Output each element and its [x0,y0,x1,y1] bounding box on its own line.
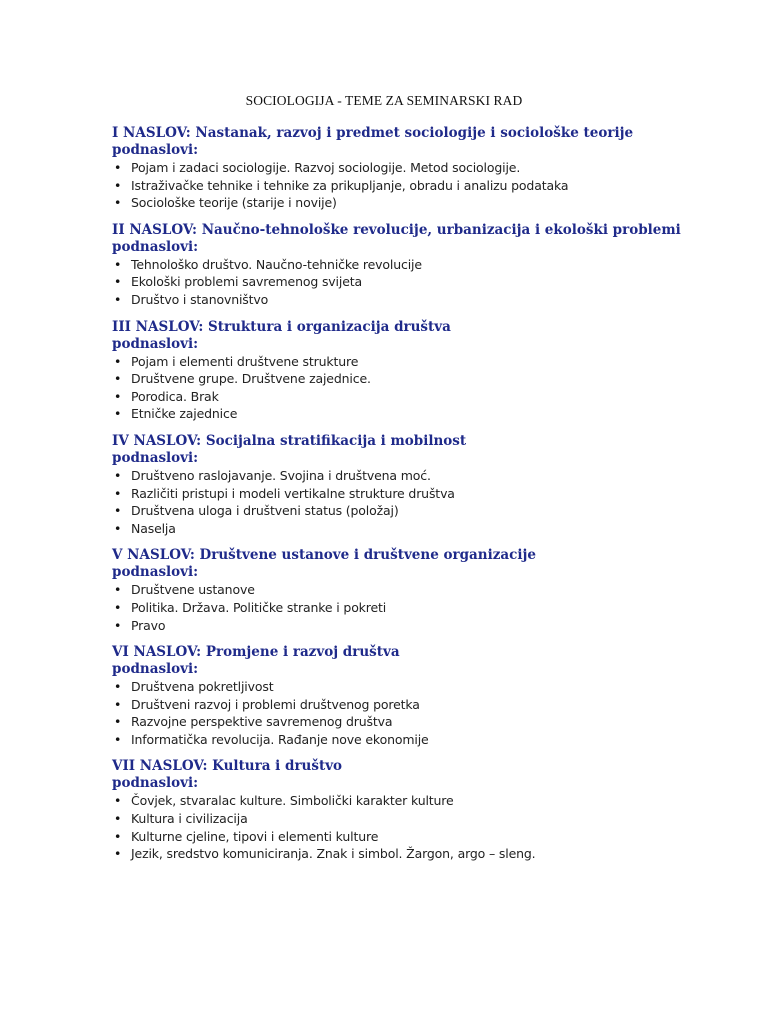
list-item-text: Razvojne perspektive savremenog društva [131,714,393,730]
document-title: SOCIOLOGIJA - TEME ZA SEMINARSKI RAD [245,93,523,108]
list-item [112,520,752,538]
list-item [112,177,752,195]
bullet-icon: • [114,679,122,695]
section-7 [112,758,752,862]
section-heading: VII NASLOV: Kultura i društvo [112,758,343,775]
list-item-text: Porodica. Brak [131,388,219,404]
bullet-icon: • [114,599,122,615]
list-item-text: Politika. Država. Političke stranke i pokreti [131,599,387,615]
section-subheading: podnaslovi: [112,775,199,792]
list-item-text: Tehnološko društvo. Naučno-tehničke revolucije [131,256,422,272]
section-subheading: podnaslovi: [112,449,199,466]
list-item [112,696,752,714]
bullet-icon: • [114,731,122,747]
section-heading: III NASLOV: Struktura i organizacija društva [112,318,451,335]
bullet-icon: • [114,520,122,536]
list-item [112,810,752,828]
list-item [112,485,752,503]
bullet-icon: • [114,291,122,307]
section-heading: IV NASLOV: Socijalna stratifikacija i mobilnost [112,432,467,449]
list-item [112,353,752,371]
section-1 [112,125,752,212]
list-item [112,273,752,291]
list-item-text: Društvene grupe. Društvene zajednice. [131,371,371,387]
list-item-text: Kulturne cjeline, tipovi i elementi kulture [131,828,379,844]
bullet-icon: • [114,256,122,272]
section-5 [112,547,752,634]
section-heading: II NASLOV: Naučno-tehnološke revolucije, urbanizacija i ekološki problemi [112,221,681,238]
list-item [112,678,752,696]
list-item-text: Društvena pokretljivost [131,679,274,695]
bullet-list [112,256,752,309]
list-item-text: Društveni razvoj i problemi društvenog poretka [131,696,420,712]
list-item [112,845,752,863]
list-item [112,617,752,635]
list-item [112,291,752,309]
list-item [112,828,752,846]
bullet-icon: • [114,617,122,633]
bullet-icon: • [114,696,122,712]
section-6 [112,644,752,748]
section-3 [112,319,752,423]
section-heading: I NASLOV: Nastanak, razvoj i predmet sociologije i sociološke teorije [112,125,634,141]
section-2 [112,222,752,309]
list-item-text: Društvo i stanovništvo [131,291,269,307]
list-item-text: Informatička revolucija. Rađanje nove ekonomije [131,731,429,747]
list-item [112,792,752,810]
list-item-text: Sociološke teorije (starije i novije) [131,195,337,211]
bullet-icon: • [114,828,122,844]
list-item-text: Ekološki problemi savremenog svijeta [131,274,363,290]
bullet-icon: • [114,406,122,422]
list-item [112,256,752,274]
bullet-icon: • [114,846,122,862]
section-4 [112,433,752,537]
list-item-text: Istraživačke tehnike i tehnike za prikupljanje, obradu i analizu podataka [131,177,569,193]
bullet-list [112,467,752,537]
list-item-text: Različiti pristupi i modeli vertikalne strukture društva [131,485,455,501]
bullet-icon: • [114,160,122,175]
bullet-icon: • [114,811,122,827]
list-item-text: Pravo [131,617,166,633]
section-subheading: podnaslovi: [112,564,199,581]
list-item [112,581,752,599]
list-item [112,194,752,212]
list-item-text: Čovjek, stvaralac kulture. Simbolički karakter kulture [131,793,454,809]
list-item-text: Pojam i elementi društvene strukture [131,353,359,369]
list-item [112,599,752,617]
bullet-icon: • [114,467,122,483]
list-item [112,467,752,485]
bullet-list [112,581,752,634]
section-subheading: podnaslovi: [112,661,199,678]
section-subheading: podnaslovi: [112,335,199,352]
list-item [112,370,752,388]
list-item-text: Naselja [131,520,176,536]
list-item [112,713,752,731]
list-item [112,731,752,749]
list-item [112,388,752,406]
list-item-text: Etničke zajednice [131,406,238,422]
list-item [112,405,752,423]
bullet-icon: • [114,195,122,211]
list-item [112,159,752,177]
bullet-icon: • [114,503,122,519]
list-item-text: Društvena uloga i društveni status (položaj) [131,503,399,519]
list-item-text: Kultura i civilizacija [131,811,248,827]
bullet-icon: • [114,793,122,809]
bullet-icon: • [114,485,122,501]
section-subheading: podnaslovi: [112,142,199,158]
bullet-list [112,792,752,862]
bullet-icon: • [114,371,122,387]
bullet-list [112,353,752,423]
bullet-list [112,159,752,212]
bullet-list [112,678,752,748]
list-item-text: Društvene ustanove [131,582,255,598]
list-item-text: Pojam i zadaci sociologije. Razvoj sociologije. Metod sociologije. [131,160,521,175]
bullet-icon: • [114,353,122,369]
sections-container [112,125,752,873]
bullet-icon: • [114,582,122,598]
bullet-icon: • [114,274,122,290]
section-heading: V NASLOV: Društvene ustanove i društvene organizacije [112,547,536,564]
bullet-icon: • [114,388,122,404]
list-item-text: Društveno raslojavanje. Svojina i društvena moć. [131,467,431,483]
list-item-text: Jezik, sredstvo komuniciranja. Znak i simbol. Žargon, argo – sleng. [131,846,536,862]
section-subheading: podnaslovi: [112,238,199,255]
list-item [112,502,752,520]
section-heading: VI NASLOV: Promjene i razvoj društva [112,644,400,661]
bullet-icon: • [114,177,122,193]
bullet-icon: • [114,714,122,730]
